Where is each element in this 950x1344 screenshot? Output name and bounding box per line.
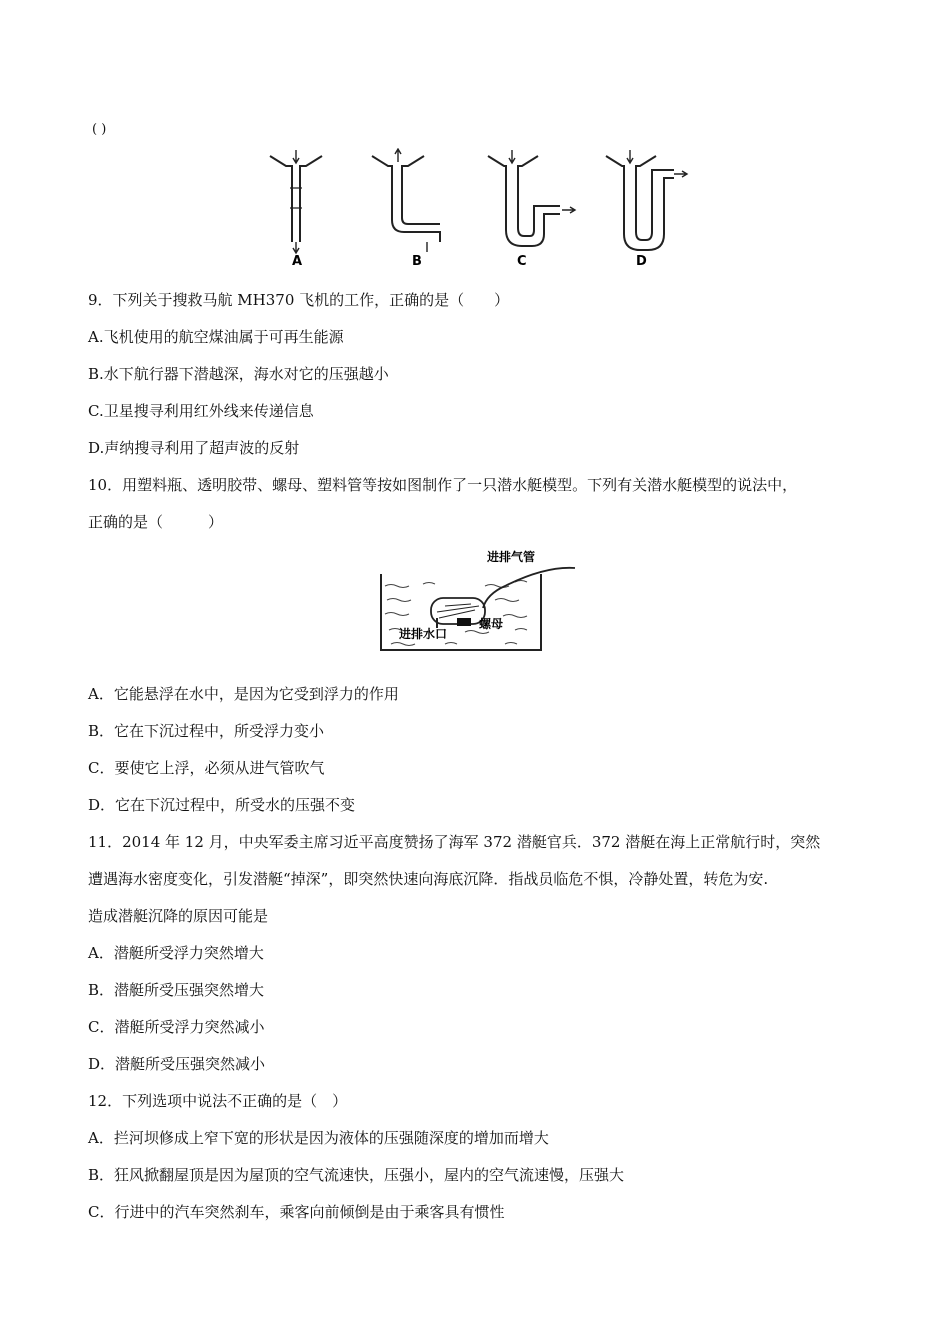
q8-answer-blank: ( ) (92, 122, 107, 137)
label-nut: 螺母 (479, 617, 504, 631)
q9-option-b: B.水下航行器下潜越深，海水对它的压强越小 (88, 365, 389, 383)
q11-stem-line1: 11．2014 年 12 月，中央军委主席习近平高度赞扬了海军 372 潜艇官兵．372 潜艇在海上正常航行时，突然 (88, 833, 821, 851)
q10-stem-line1: 10．用塑料瓶、透明胶带、螺母、塑料管等按如图制作了一只潜水艇模型。下列有关潜水艇模型的说法中， (88, 476, 798, 494)
q9-option-d: D.声纳搜寻利用了超声波的反射 (88, 439, 300, 457)
q10-option-d: D．它在下沉过程中，所受水的压强不变 (88, 796, 356, 814)
q9-stem: 9．下列关于搜救马航 MH370 飞机的工作，正确的是（ ） (88, 291, 510, 309)
q12-stem: 12．下列选项中说法不正确的是（ ） (88, 1092, 348, 1110)
drain-pipes-figure (262, 148, 702, 270)
q11-option-a: A．潜艇所受浮力突然增大 (88, 944, 264, 962)
pipe-label-d: D (636, 254, 647, 269)
q10-stem-line2: 正确的是（ ） (88, 513, 224, 531)
q11-option-c: C．潜艇所受浮力突然减小 (88, 1018, 265, 1036)
label-air-tube: 进排气管 (487, 550, 536, 564)
q12-option-c: C．行进中的汽车突然刹车，乘客向前倾倒是由于乘客具有惯性 (88, 1203, 505, 1221)
q10-option-c: C．要使它上浮，必须从进气管吹气 (88, 759, 325, 777)
submarine-model-figure (375, 546, 590, 654)
q12-option-a: A．拦河坝修成上窄下宽的形状是因为液体的压强随深度的增加而增大 (88, 1129, 549, 1147)
q12-option-b: B．狂风掀翻屋顶是因为屋顶的空气流速快，压强小，屋内的空气流速慢，压强大 (88, 1166, 625, 1184)
q11-stem-line2: 遭遇海水密度变化，引发潜艇“掉深”，即突然快速向海底沉降．指战员临危不惧，冷静处置，转危为安. (88, 870, 769, 888)
pipe-label-c: C (517, 254, 527, 269)
label-water-inlet: 进排水口 (399, 627, 448, 641)
q9-option-a: A.飞机使用的航空煤油属于可再生能源 (88, 328, 344, 346)
q11-stem-line3: 造成潜艇沉降的原因可能是 (88, 907, 269, 925)
q10-option-b: B．它在下沉过程中，所受浮力变小 (88, 722, 325, 740)
q11-option-b: B．潜艇所受压强突然增大 (88, 981, 265, 999)
pipe-label-b: B (412, 254, 422, 269)
q9-option-c: C.卫星搜寻利用红外线来传递信息 (88, 402, 314, 420)
q11-option-d: D．潜艇所受压强突然减小 (88, 1055, 266, 1073)
q10-option-a: A．它能悬浮在水中，是因为它受到浮力的作用 (88, 685, 399, 703)
pipe-label-a: A (292, 254, 303, 269)
